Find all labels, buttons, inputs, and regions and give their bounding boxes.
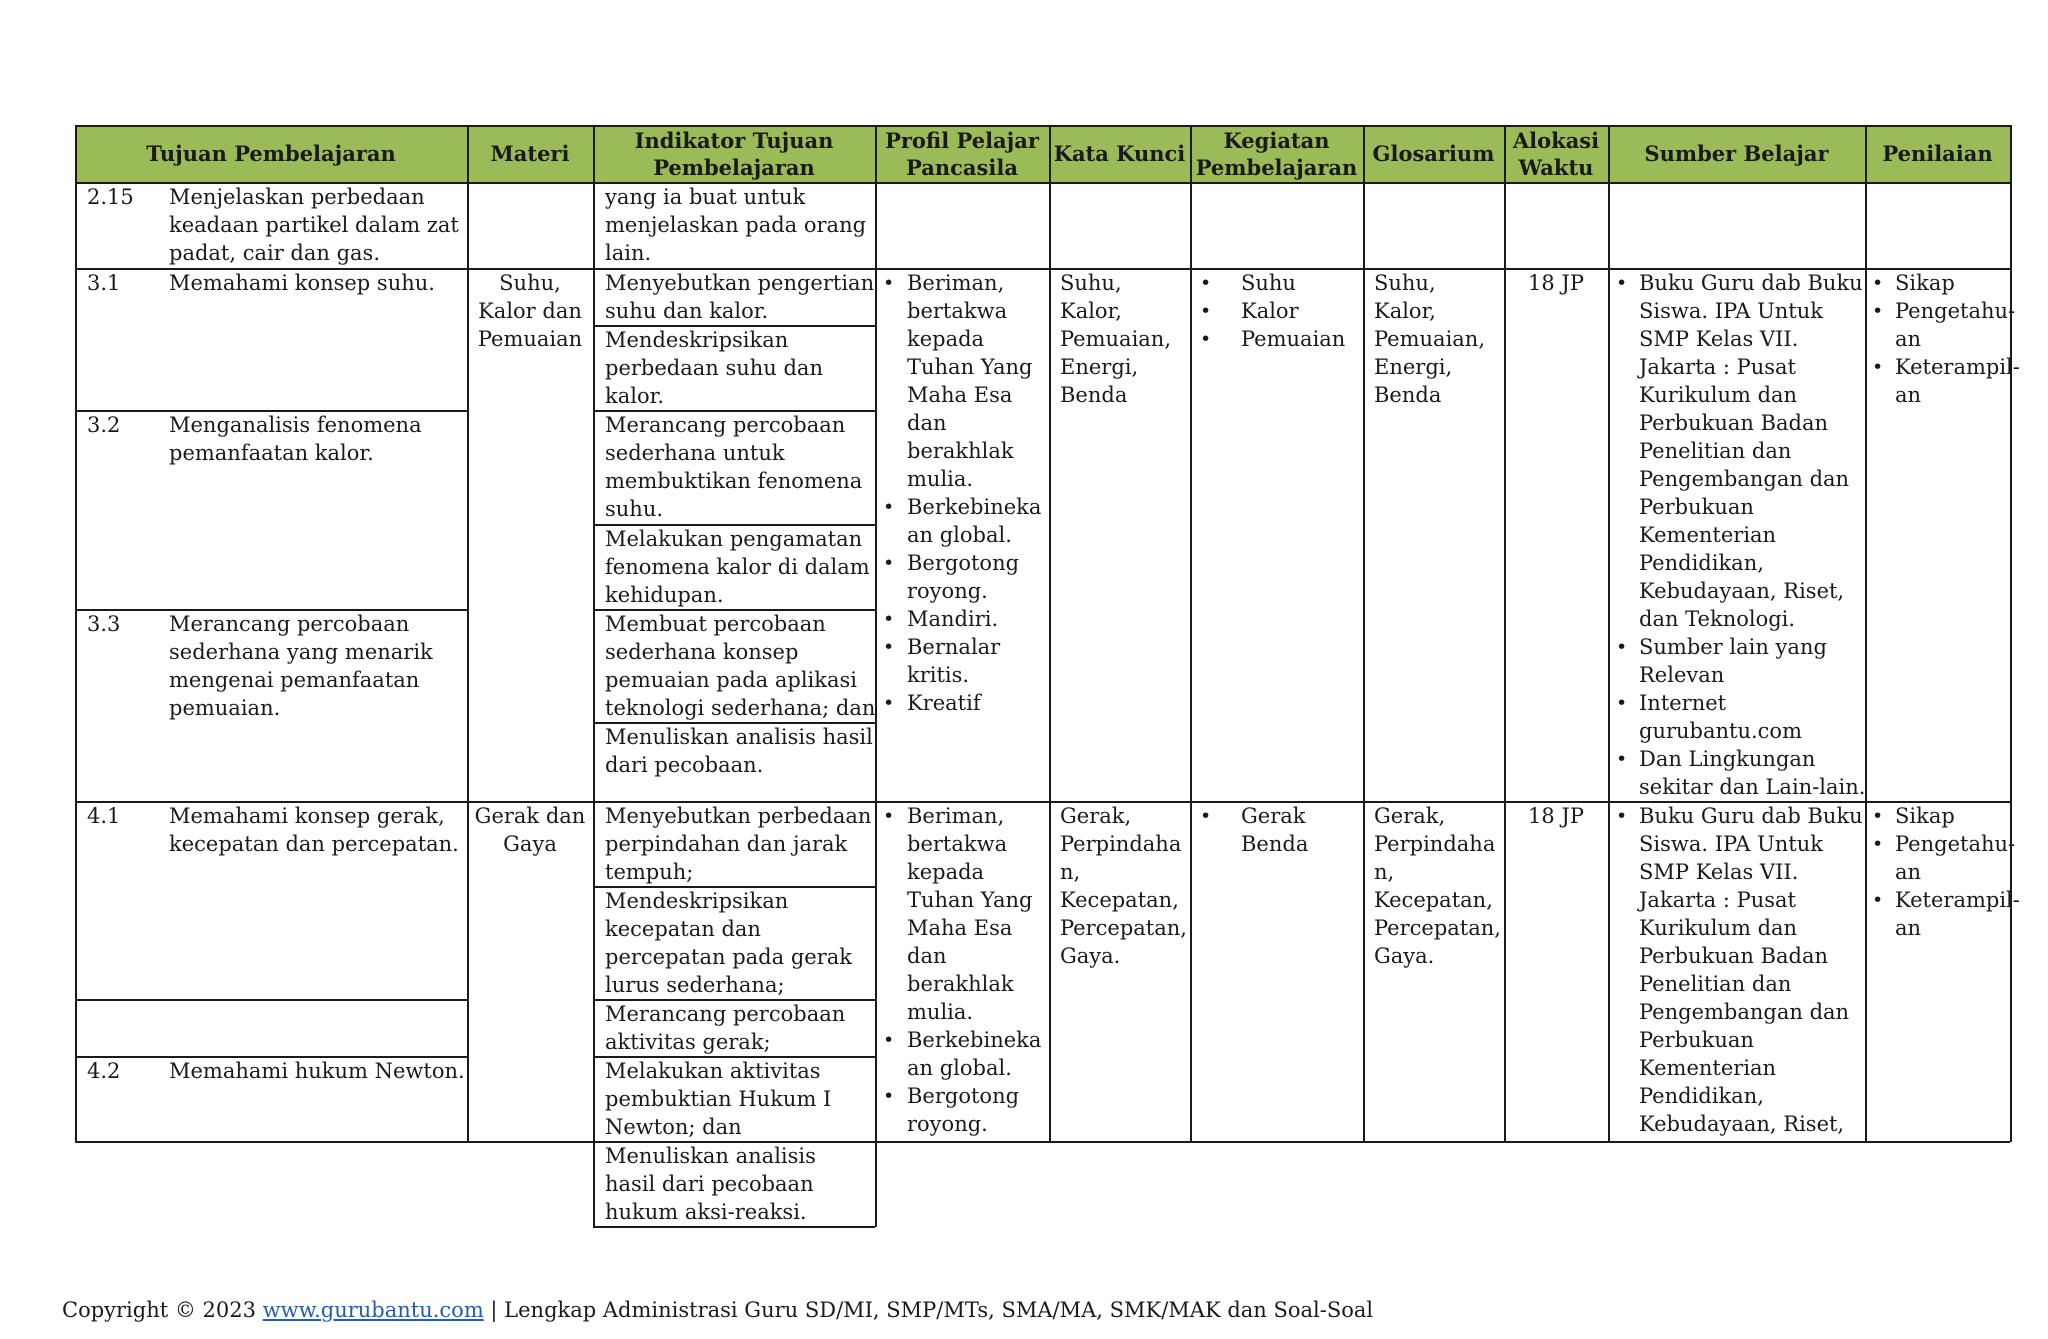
source-text: Perbukuan [1639, 495, 1754, 519]
indicator-text: kecepatan dan [605, 917, 761, 941]
indicator-text: pemuaian pada aplikasi [605, 668, 857, 692]
profil-text: mulia. [907, 1000, 974, 1024]
source-text: Perbukuan [1639, 1028, 1754, 1052]
indicator-text: pembuktian Hukum I [605, 1087, 832, 1111]
indicator-text: Merancang percobaan [605, 1002, 846, 1026]
bullet-icon: • [1872, 272, 1884, 294]
glossary-text: n, [1374, 860, 1395, 884]
keyword-text: n, [1060, 860, 1081, 884]
indicator-text: teknologi sederhana; dan [605, 696, 876, 720]
source-text: Siswa. IPA Untuk [1639, 832, 1823, 856]
source-text: Kebudayaan, Riset, [1639, 579, 1845, 603]
keyword-text: Gerak, [1060, 804, 1132, 828]
keyword-text: Perpindaha [1060, 832, 1182, 856]
profil-text: Berkebineka [907, 1028, 1042, 1052]
indicator-text: kalor. [605, 384, 665, 408]
bullet-icon: • [883, 692, 895, 714]
profil-text: Beriman, [907, 271, 1005, 295]
assessment-text: an [1895, 860, 1922, 884]
indicator-text: Menyebutkan pengertian [605, 271, 875, 295]
source-text: Pendidikan, [1639, 1084, 1764, 1108]
time-allocation: 18 JP [1528, 804, 1584, 828]
grid-line [593, 1226, 875, 1228]
assessment-text: an [1895, 916, 1922, 940]
source-text: sekitar dan Lain-lain. [1639, 775, 1866, 799]
source-text: Internet [1639, 691, 1727, 715]
glossary-text: Energi, [1374, 355, 1453, 379]
assessment-text: Keterampil- [1895, 355, 2020, 379]
indicator-text: membuktikan fenomena [605, 469, 863, 493]
objective-text: pemuaian. [169, 696, 281, 720]
indicator-text: Menuliskan analisis hasil [605, 725, 873, 749]
source-text: Dan Lingkungan [1639, 747, 1816, 771]
materi-text: Suhu, [499, 271, 561, 295]
activity-text: Suhu [1241, 271, 1296, 295]
keyword-text: Pemuaian, [1060, 327, 1172, 351]
footer-tagline: | Lengkap Administrasi Guru SD/MI, SMP/MTs, SMA/MA, SMK/MAK dan Soal-Soal [483, 1298, 1374, 1322]
indicator-text: aktivitas gerak; [605, 1030, 771, 1054]
bullet-icon: • [1616, 272, 1628, 294]
source-text: SMP Kelas VII. [1639, 327, 1799, 351]
source-text: Kementerian [1639, 1056, 1777, 1080]
indicator-text: menjelaskan pada orang [605, 213, 867, 237]
profil-text: Tuhan Yang [907, 355, 1033, 379]
header-kata-kunci: Kata Kunci [1053, 141, 1186, 166]
source-text: Kurikulum dan [1639, 916, 1798, 940]
indicator-text: sederhana untuk [605, 441, 785, 465]
bullet-icon: • [1872, 889, 1884, 911]
glossary-text: Benda [1374, 383, 1442, 407]
glossary-text: Percepatan, [1374, 916, 1501, 940]
bullet-icon: • [883, 636, 895, 658]
indicator-text: Menyebutkan perbedaan [605, 804, 872, 828]
bullet-icon: • [1616, 805, 1628, 827]
activity-text: Kalor [1241, 299, 1299, 323]
glossary-text: Kalor, [1374, 299, 1436, 323]
glossary-text: Kecepatan, [1374, 888, 1493, 912]
source-text: Penelitian dan [1639, 972, 1792, 996]
bullet-icon: • [1200, 272, 1212, 294]
objective-number: 3.1 [87, 271, 121, 295]
glossary-text: Perpindaha [1374, 832, 1496, 856]
assessment-text: Sikap [1895, 271, 1955, 295]
indicator-text: lain. [605, 241, 652, 265]
profil-text: Maha Esa [907, 383, 1013, 407]
grid-line [1049, 125, 1051, 1142]
bullet-icon: • [1200, 328, 1212, 350]
objective-number: 4.1 [87, 804, 121, 828]
source-text: Kebudayaan, Riset, [1639, 1112, 1845, 1136]
indicator-text: percepatan pada gerak [605, 945, 852, 969]
profil-text: Bergotong [907, 1084, 1020, 1108]
keyword-text: Suhu, [1060, 271, 1122, 295]
indicator-text: Membuat percobaan [605, 612, 826, 636]
grid-line [75, 1141, 2010, 1143]
footer-link[interactable]: www.gurubantu.com [262, 1298, 484, 1322]
objective-text: pemanfaatan kalor. [169, 441, 374, 465]
objective-text: Merancang percobaan [169, 612, 410, 636]
source-text: Kurikulum dan [1639, 383, 1798, 407]
header-glosarium: Glosarium [1372, 141, 1495, 166]
objective-text: Menjelaskan perbedaan [169, 185, 425, 209]
source-text: Perbukuan Badan [1639, 411, 1829, 435]
header-tujuan: Tujuan Pembelajaran [146, 141, 396, 166]
indicator-text: perpindahan dan jarak [605, 832, 848, 856]
source-text: Jakarta : Pusat [1639, 888, 1796, 912]
materi-text: Gaya [503, 832, 557, 856]
bullet-icon: • [883, 496, 895, 518]
glossary-text: Gaya. [1374, 944, 1435, 968]
bullet-icon: • [1872, 833, 1884, 855]
materi-text: Pemuaian [477, 327, 583, 351]
source-text: Buku Guru dab Buku [1639, 804, 1863, 828]
assessment-text: Pengetahu- [1895, 832, 2016, 856]
footer-copyright: Copyright © 2023 [62, 1298, 263, 1322]
glossary-text: Gerak, [1374, 804, 1446, 828]
profil-text: berakhlak [907, 439, 1014, 463]
profil-text: dan [907, 944, 947, 968]
profil-text: royong. [907, 579, 988, 603]
header-penilaian: Penilaian [1882, 141, 1993, 166]
profil-text: an global. [907, 523, 1012, 547]
activity-text: Pemuaian [1241, 327, 1346, 351]
objective-text: padat, cair dan gas. [169, 241, 381, 265]
grid-line [75, 999, 467, 1001]
keyword-text: Benda [1060, 383, 1128, 407]
objective-text: sederhana yang menarik [169, 640, 433, 664]
profil-text: an global. [907, 1056, 1012, 1080]
profil-text: bertakwa [907, 832, 1008, 856]
bullet-icon: • [1616, 692, 1628, 714]
activity-text: Benda [1241, 832, 1309, 856]
bullet-icon: • [883, 272, 895, 294]
indicator-text: sederhana konsep [605, 640, 799, 664]
profil-text: Tuhan Yang [907, 888, 1033, 912]
indicator-text: Melakukan aktivitas [605, 1059, 821, 1083]
profil-text: Bergotong [907, 551, 1020, 575]
assessment-text: Sikap [1895, 804, 1955, 828]
objective-text: Menganalisis fenomena [169, 413, 422, 437]
header-sumber: Sumber Belajar [1644, 141, 1829, 166]
grid-line [2010, 125, 2012, 1142]
profil-text: mulia. [907, 467, 974, 491]
objective-number: 2.15 [87, 185, 134, 209]
indicator-text: dari pecobaan. [605, 753, 764, 777]
indicator-text: perbedaan suhu dan [605, 356, 823, 380]
indicator-text: Merancang percobaan [605, 413, 846, 437]
source-text: Perbukuan Badan [1639, 944, 1829, 968]
bullet-icon: • [883, 805, 895, 827]
profil-text: Kreatif [907, 691, 981, 715]
source-text: SMP Kelas VII. [1639, 860, 1799, 884]
indicator-text: suhu dan kalor. [605, 299, 769, 323]
header-kegiatan: Kegiatan Pembelajaran [1195, 127, 1358, 180]
indicator-text: fenomena kalor di dalam [605, 555, 870, 579]
profil-text: bertakwa [907, 299, 1008, 323]
materi-text: Gerak dan [474, 804, 586, 828]
indicator-text: Melakukan pengamatan [605, 527, 863, 551]
profil-text: Mandiri. [907, 607, 999, 631]
objective-text: keadaan partikel dalam zat [169, 213, 459, 237]
objective-number: 3.3 [87, 612, 121, 636]
bullet-icon: • [1872, 805, 1884, 827]
indicator-text: Mendeskripsikan [605, 889, 789, 913]
profil-text: kepada [907, 860, 985, 884]
bullet-icon: • [1200, 805, 1212, 827]
profil-text: kritis. [907, 663, 970, 687]
bullet-icon: • [883, 1029, 895, 1051]
bullet-icon: • [1616, 748, 1628, 770]
profil-text: Berkebineka [907, 495, 1042, 519]
header-profil: Profil Pelajar Pancasila [885, 127, 1039, 180]
grid-line [875, 125, 877, 1227]
indicator-text: suhu. [605, 497, 664, 521]
bullet-icon: • [1200, 300, 1212, 322]
profil-text: Bernalar [907, 635, 1001, 659]
bullet-icon: • [883, 608, 895, 630]
header-alokasi: Alokasi Waktu [1512, 127, 1600, 180]
source-text: gurubantu.com [1639, 719, 1802, 743]
source-text: Kementerian [1639, 523, 1777, 547]
bullet-icon: • [1616, 636, 1628, 658]
source-text: Pengembangan dan [1639, 1000, 1850, 1024]
assessment-text: an [1895, 383, 1922, 407]
profil-text: dan [907, 411, 947, 435]
header-materi: Materi [490, 141, 570, 166]
indicator-text: tempuh; [605, 860, 694, 884]
profil-text: Beriman, [907, 804, 1005, 828]
keyword-text: Kalor, [1060, 299, 1122, 323]
assessment-text: an [1895, 327, 1922, 351]
bullet-icon: • [1872, 300, 1884, 322]
assessment-text: Pengetahu- [1895, 299, 2016, 323]
indicator-text: yang ia buat untuk [605, 185, 806, 209]
indicator-text: hasil dari pecobaan [605, 1172, 814, 1196]
source-text: Buku Guru dab Buku [1639, 271, 1863, 295]
source-text: Pengembangan dan [1639, 467, 1850, 491]
source-text: Siswa. IPA Untuk [1639, 299, 1823, 323]
objective-text: Memahami hukum Newton. [169, 1059, 465, 1083]
source-text: Jakarta : Pusat [1639, 355, 1796, 379]
source-text: Pendidikan, [1639, 551, 1764, 575]
source-text: Penelitian dan [1639, 439, 1792, 463]
source-text: Relevan [1639, 663, 1725, 687]
indicator-text: Mendeskripsikan [605, 328, 789, 352]
indicator-text: Newton; dan [605, 1115, 742, 1139]
keyword-text: Percepatan, [1060, 916, 1187, 940]
glossary-text: Pemuaian, [1374, 327, 1486, 351]
footer [62, 1296, 1373, 1324]
materi-text: Kalor dan [478, 299, 582, 323]
indicator-text: hukum aksi-reaksi. [605, 1200, 807, 1224]
bullet-icon: • [883, 552, 895, 574]
indicator-text: Menuliskan analisis [605, 1144, 816, 1168]
profil-text: royong. [907, 1112, 988, 1136]
objective-text: kecepatan dan percepatan. [169, 832, 459, 856]
objective-number: 4.2 [87, 1059, 121, 1083]
bullet-icon: • [1872, 356, 1884, 378]
source-text: dan Teknologi. [1639, 607, 1796, 631]
objective-text: Memahami konsep suhu. [169, 271, 435, 295]
grid-line [1190, 125, 1192, 1142]
keyword-text: Gaya. [1060, 944, 1121, 968]
time-allocation: 18 JP [1528, 271, 1584, 295]
source-text: Sumber lain yang [1639, 635, 1827, 659]
profil-text: kepada [907, 327, 985, 351]
indicator-text: kehidupan. [605, 583, 724, 607]
keyword-text: Kecepatan, [1060, 888, 1179, 912]
profil-text: Maha Esa [907, 916, 1013, 940]
profil-text: berakhlak [907, 972, 1014, 996]
grid-line [1363, 125, 1365, 1142]
grid-line [1865, 125, 1867, 1142]
activity-text: Gerak [1241, 804, 1306, 828]
grid-line [75, 125, 77, 1142]
header-indikator: Indikator Tujuan Pembelajaran [634, 127, 834, 180]
grid-line [75, 125, 2010, 127]
objective-number: 3.2 [87, 413, 121, 437]
indicator-text: lurus sederhana; [605, 973, 785, 997]
grid-line [593, 125, 595, 1227]
bullet-icon: • [883, 1085, 895, 1107]
objective-text: Memahami konsep gerak, [169, 804, 445, 828]
glossary-text: Suhu, [1374, 271, 1436, 295]
keyword-text: Energi, [1060, 355, 1139, 379]
grid-line [1608, 125, 1610, 1142]
assessment-text: Keterampil- [1895, 888, 2020, 912]
objective-text: mengenai pemanfaatan [169, 668, 420, 692]
